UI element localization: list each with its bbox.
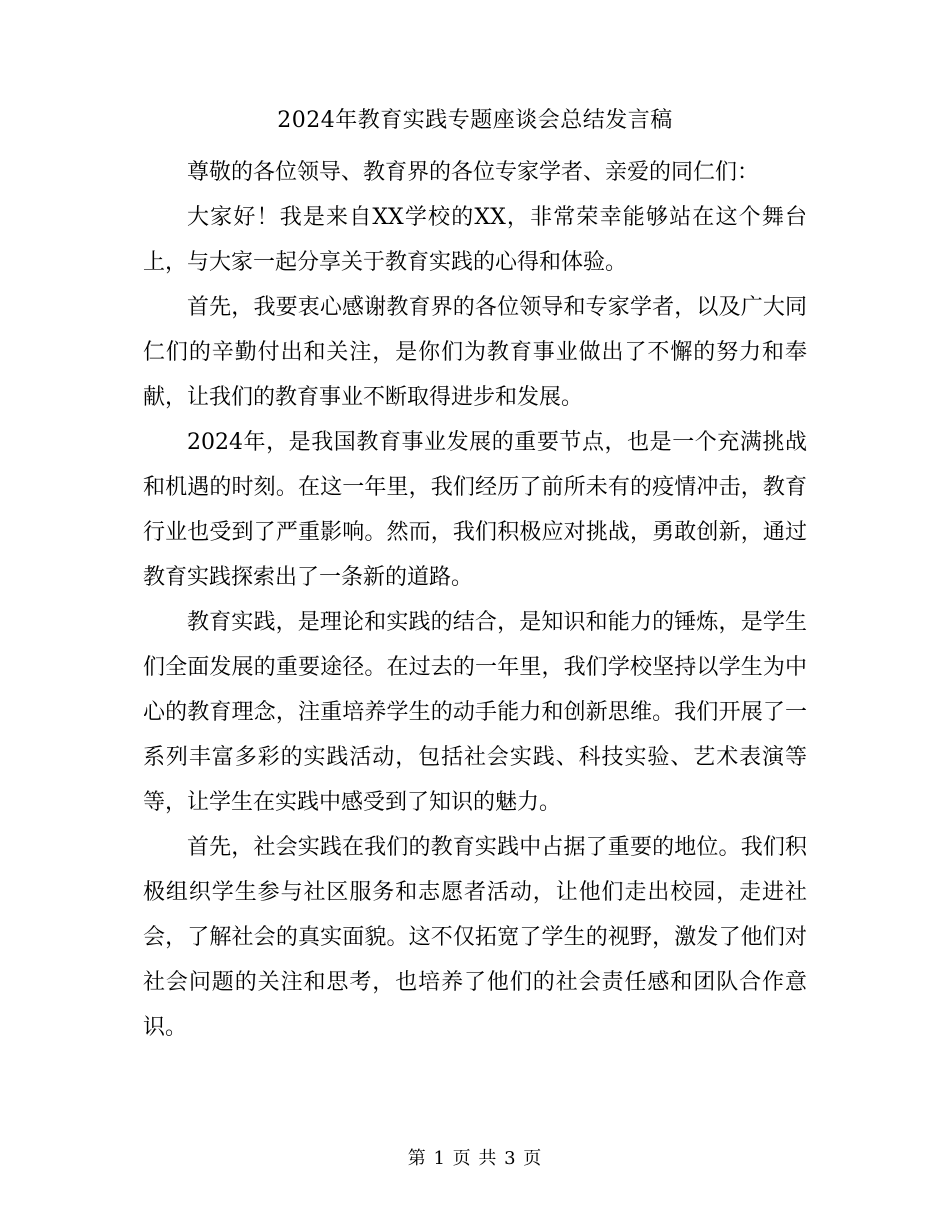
- paragraph-education-practice: 教育实践，是理论和实践的结合，是知识和能力的锤炼，是学生们全面发展的重要途径。在过去的一年里，我们学校坚持以学生为中心的教育理念，注重培养学生的动手能力和创新思维。我们开展了一系列丰富多彩的实践活动，包括社会实践、科技实验、艺术表演等等，让学生在实践中感受到了知识的魅力。: [143, 610, 807, 815]
- page-footer: 第 1 页 共 3 页: [407, 1148, 543, 1169]
- paragraph-salutation: 尊敬的各位领导、教育界的各位专家学者、亲爱的同仁们：: [187, 160, 760, 185]
- paragraph-thanks: 首先，我要衷心感谢教育界的各位领导和专家学者，以及广大同仁们的辛勤付出和关注，是你们为教育事业做出了不懈的努力和奉献，让我们的教育事业不断取得进步和发展。: [143, 295, 807, 410]
- paragraph-year-review: 2024年，是我国教育事业发展的重要节点，也是一个充满挑战和机遇的时刻。在这一年里，我们经历了前所未有的疫情冲击，教育行业也受到了严重影响。然而，我们积极应对挑战，勇敢创新，通过教育实践探索出了一条新的道路。: [143, 430, 807, 590]
- document-body: [143, 150, 807, 1050]
- document-title: 2024年教育实践专题座谈会总结发言稿: [277, 108, 673, 133]
- paragraph-greeting: 大家好！我是来自XX学校的XX，非常荣幸能够站在这个舞台上，与大家一起分享关于教育实践的心得和体验。: [143, 205, 807, 275]
- paragraph-social-practice: 首先，社会实践在我们的教育实践中占据了重要的地位。我们积极组织学生参与社区服务和志愿者活动，让他们走出校园，走进社会，了解社会的真实面貌。这不仅拓宽了学生的视野，激发了他们对社会问题的关注和思考，也培养了他们的社会责任感和团队合作意识。: [143, 835, 807, 1040]
